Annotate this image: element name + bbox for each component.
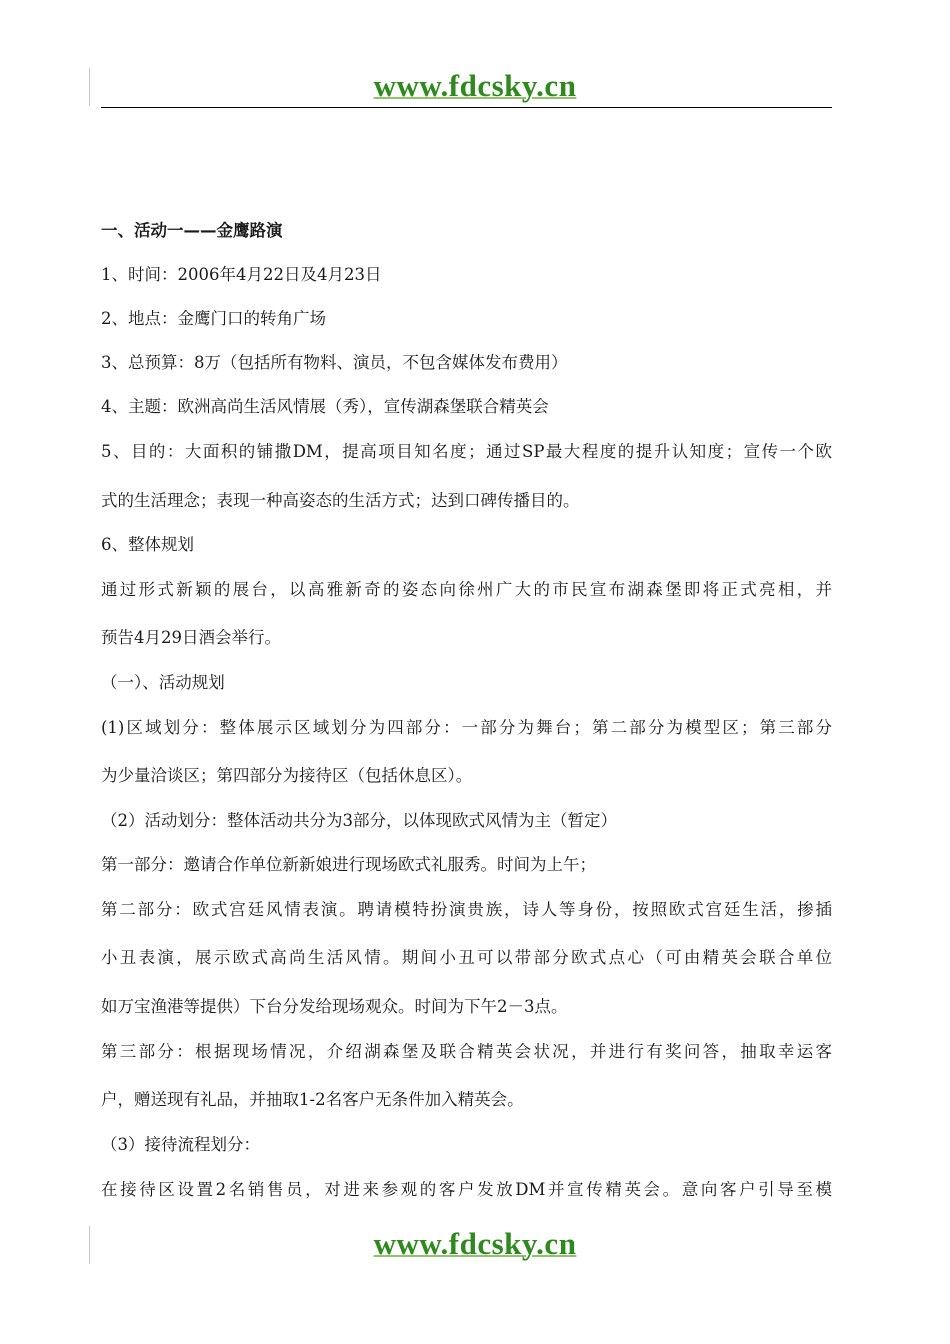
- page-footer: [0, 1226, 950, 1270]
- site-logo: www.fdcsky.cn: [373, 68, 577, 103]
- subsection-activity-plan: （一）、活动规划: [101, 673, 225, 692]
- paragraph-area-division-line-1: (1)区域划分：整体展示区域划分为四部分：一部分为舞台；第二部分为模型区；第三部分: [101, 718, 832, 737]
- header-divider: [101, 107, 832, 108]
- paragraph-purpose-line-1: 5、目的：大面积的铺撒DM，提高项目知名度；通过SP最大程度的提升认知度；宣传一个欧: [101, 442, 832, 461]
- paragraph-time: 1、时间：2006年4月22日及4月23日: [101, 265, 382, 284]
- paragraph-reception-line-1: 在接待区设置2名销售员，对进来参观的客户发放DM并宣传精英会。意向客户引导至模: [101, 1180, 832, 1199]
- paragraph-part-two-line-2: 小丑表演，展示欧式高尚生活风情。期间小丑可以带部分欧式点心（可由精英会联合单位: [101, 948, 832, 967]
- paragraph-part-two-line-1: 第二部分：欧式宫廷风情表演。聘请模特扮演贵族，诗人等身份，按照欧式宫廷生活，掺插: [101, 900, 832, 919]
- paragraph-part-three-line-2: 户，赠送现有礼品，并抽取1-2名客户无条件加入精英会。: [101, 1090, 524, 1109]
- paragraph-part-three-line-1: 第三部分：根据现场情况，介绍湖森堡及联合精英会状况，并进行有奖问答，抽取幸运客: [101, 1042, 832, 1061]
- paragraph-overall-plan-line-2: 预告4月29日酒会举行。: [101, 628, 281, 647]
- paragraph-purpose-line-2: 式的生活理念；表现一种高姿态的生活方式；达到口碑传播目的。: [101, 491, 580, 510]
- paragraph-activity-division: （2）活动划分：整体活动共分为3部分，以体现欧式风情为主（暂定）: [101, 811, 617, 830]
- paragraph-reception-title: （3）接待流程划分：: [101, 1135, 260, 1154]
- section-heading: 一、活动一——金鹰路演: [101, 221, 283, 240]
- page-header: [0, 68, 950, 112]
- footer-site-logo: www.fdcsky.cn: [373, 1226, 577, 1261]
- paragraph-location: 2、地点：金鹰门口的转角广场: [101, 309, 326, 328]
- paragraph-part-two-line-3: 如万宝渔港等提供）下台分发给现场观众。时间为下午2－3点。: [101, 997, 568, 1016]
- paragraph-budget: 3、总预算：8万（包括所有物料、演员，不包含媒体发布费用）: [101, 353, 568, 372]
- paragraph-theme: 4、主题：欧洲高尚生活风情展（秀），宣传湖森堡联合精英会: [101, 397, 549, 416]
- paragraph-overall-plan-title: 6、整体规划: [101, 535, 194, 554]
- paragraph-area-division-line-2: 为少量洽谈区；第四部分为接待区（包括休息区）。: [101, 766, 473, 785]
- paragraph-part-one: 第一部分：邀请合作单位新新娘进行现场欧式礼服秀。时间为上午；: [101, 855, 596, 874]
- paragraph-overall-plan-line-1: 通过形式新颖的展台，以高雅新奇的姿态向徐州广大的市民宣布湖森堡即将正式亮相，并: [101, 580, 832, 599]
